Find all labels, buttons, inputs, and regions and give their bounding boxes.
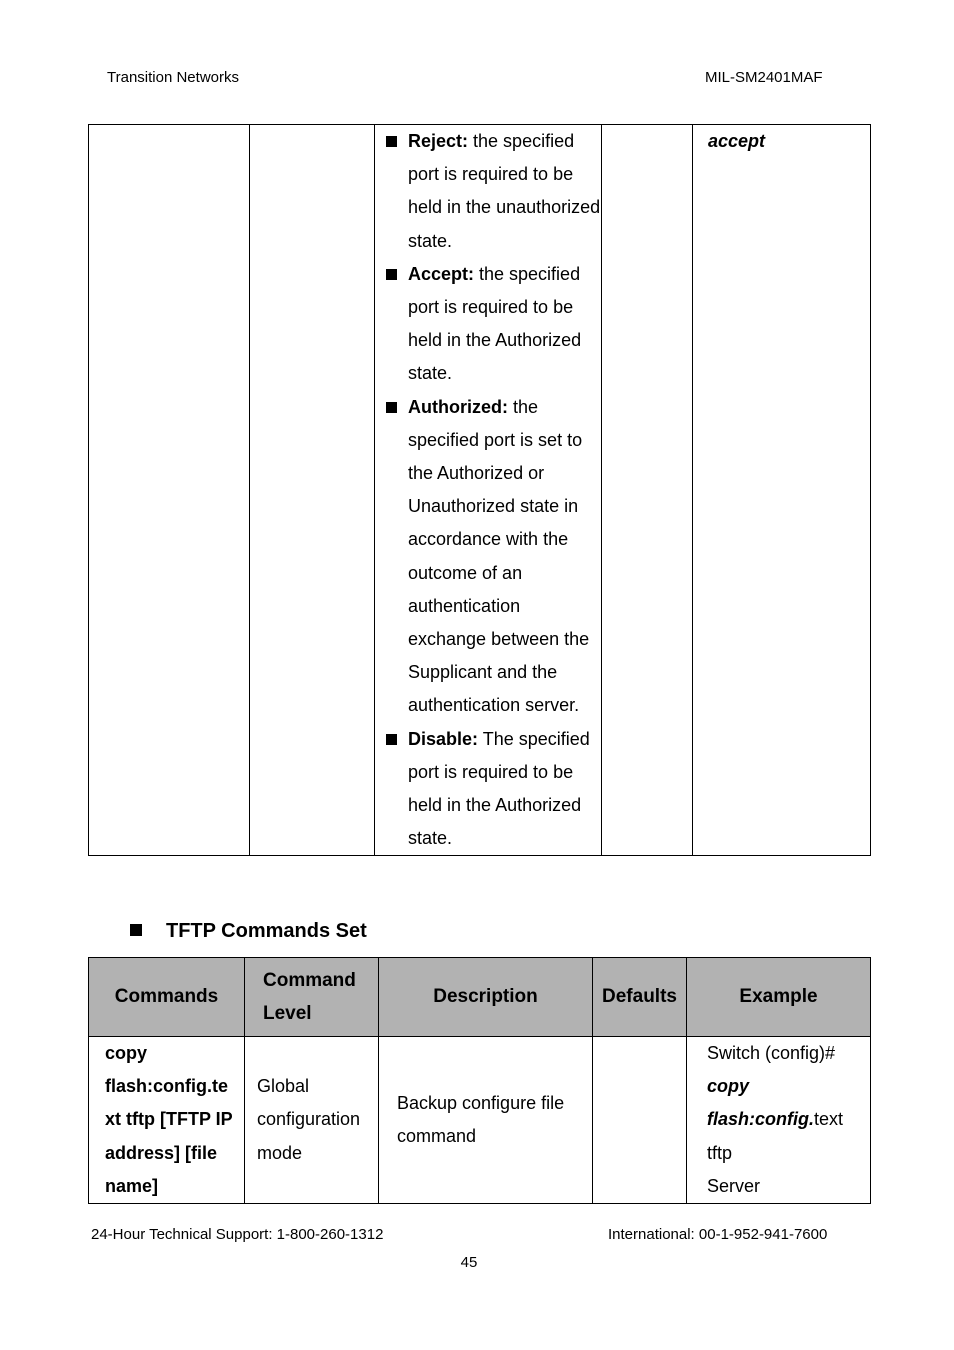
square-bullet-icon — [386, 734, 397, 745]
page-number: 45 — [460, 1254, 478, 1271]
square-bullet-icon — [130, 924, 142, 936]
square-bullet-icon — [386, 269, 397, 280]
command-cell: copy flash:config.te xt tftp [TFTP IP address] [file name] — [89, 1037, 245, 1204]
footer-international-phone: International: 00-1-952-941-7600 — [608, 1226, 828, 1243]
header-company: Transition Networks — [107, 69, 239, 86]
option-list — [375, 125, 601, 855]
example-cell: accept — [693, 125, 871, 856]
square-bullet-icon — [386, 402, 397, 413]
empty-cell — [250, 125, 375, 856]
column-header-example: Example — [687, 958, 871, 1037]
square-bullet-icon — [386, 136, 397, 147]
defaults-cell — [593, 1037, 687, 1204]
example-cell: Switch (config)# copy flash:config.text tftp Server — [687, 1037, 871, 1204]
empty-cell — [602, 125, 693, 856]
column-header-defaults: Defaults — [593, 958, 687, 1037]
description-cell: Backup configure file command — [379, 1037, 593, 1204]
table-row — [89, 1037, 871, 1204]
description-cell — [375, 125, 602, 856]
section-title: TFTP Commands Set — [130, 920, 367, 943]
table-row — [89, 125, 871, 856]
table-header-row — [89, 958, 871, 1037]
footer-support-phone: 24-Hour Technical Support: 1-800-260-1312 — [91, 1226, 384, 1243]
list-item: Disable: The specified port is required to be held in the Authorized state. — [375, 723, 601, 856]
column-header-level: Command Level — [245, 958, 379, 1037]
empty-cell — [89, 125, 250, 856]
header-model: MIL-SM2401MAF — [705, 69, 823, 86]
column-header-description: Description — [379, 958, 593, 1037]
tftp-commands-table — [88, 957, 871, 1204]
list-item: Reject: the specified port is required to be held in the unauthorized state. — [375, 125, 601, 258]
list-item: Accept: the specified port is required to be held in the Authorized state. — [375, 258, 601, 391]
level-cell: Global configuration mode — [245, 1037, 379, 1204]
continuation-table — [88, 124, 871, 856]
column-header-commands: Commands — [89, 958, 245, 1037]
list-item: Authorized: the specified port is set to the Authorized or Unauthorized state in accordance with the outcome of an authentication exchange between the Supplicant and the authentication server. — [375, 391, 601, 723]
